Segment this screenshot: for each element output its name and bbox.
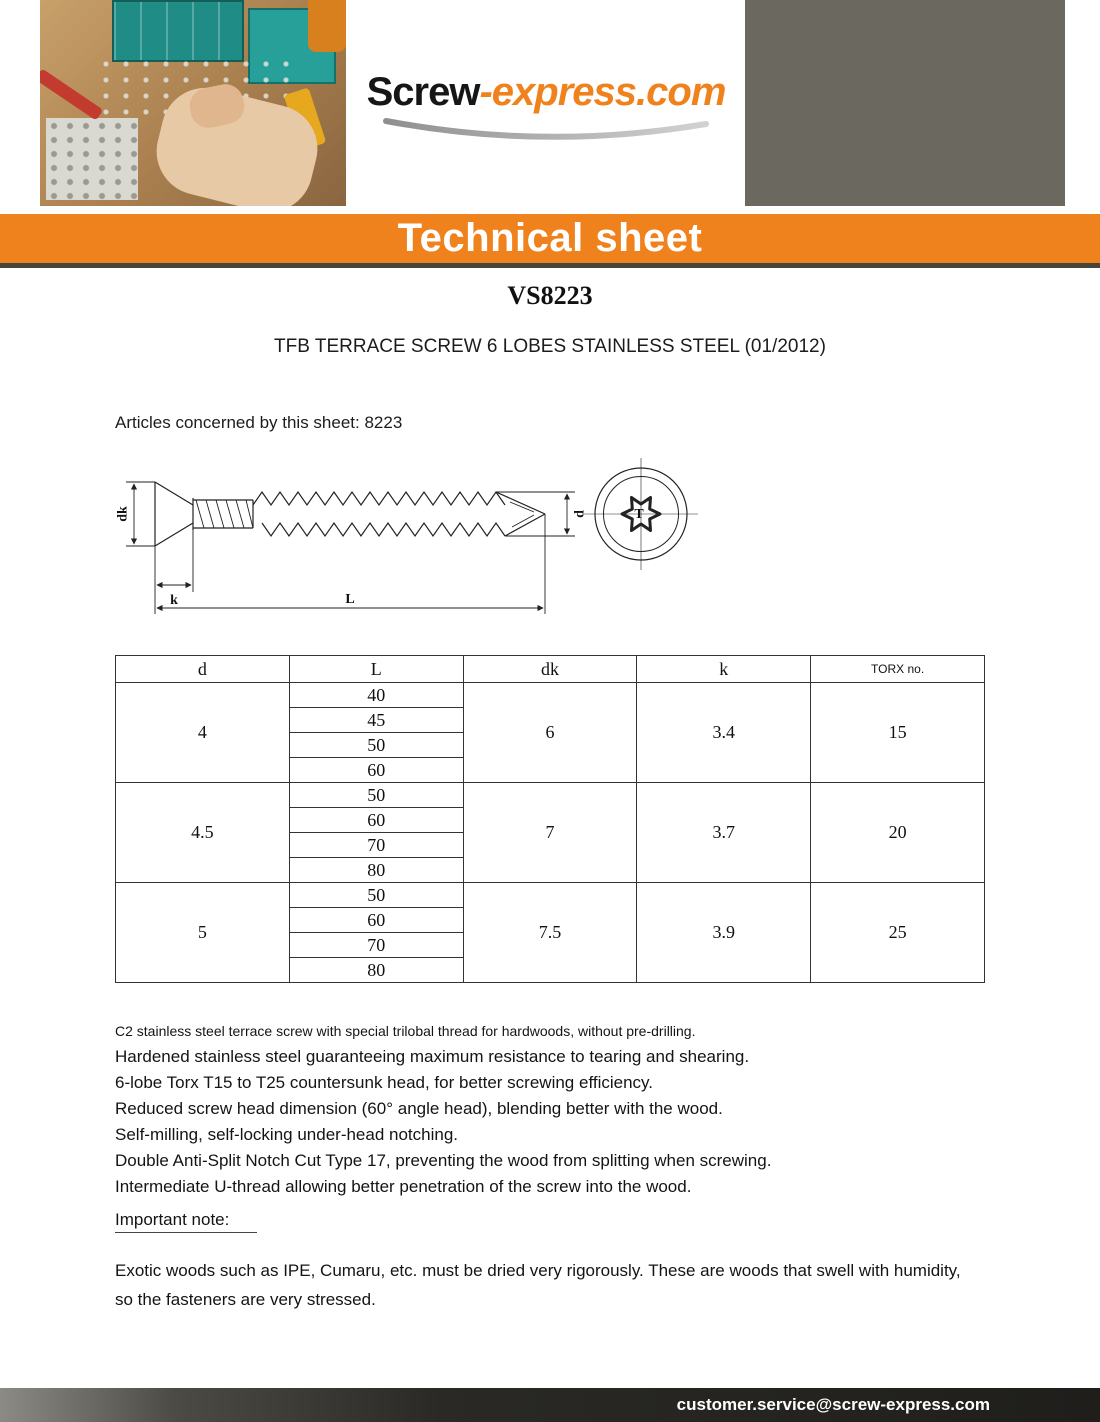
- document-subtitle: TFB TERRACE SCREW 6 LOBES STAINLESS STEEL (01/2012): [274, 336, 826, 357]
- k-dimension-label: k: [170, 593, 178, 608]
- table-cell-L: 45: [289, 708, 463, 733]
- d-dimension-label: d: [572, 510, 588, 518]
- table-cell-dk: 7.5: [463, 883, 637, 983]
- logo-text-orange: -express.com: [479, 70, 726, 114]
- logo-swoosh: [376, 117, 716, 143]
- description-line: C2 stainless steel terrace screw with special trilobal thread for hardwoods, without pre-drilling.: [115, 1023, 696, 1039]
- important-note-label: Important note:: [115, 1210, 257, 1233]
- banner-underline: [0, 263, 1100, 268]
- table-cell-L: 80: [289, 958, 463, 983]
- length-dimension-label: L: [345, 592, 355, 607]
- banner-title: Technical sheet: [397, 216, 703, 260]
- technical-sheet-banner: [0, 214, 1100, 263]
- table-cell-dk: 7: [463, 783, 637, 883]
- photo-organizer-box: [112, 0, 244, 62]
- screw-side-view: [155, 482, 545, 546]
- torx-head-view: [584, 458, 698, 570]
- description-line: Double Anti-Split Notch Cut Type 17, preventing the wood from splitting when screwing.: [115, 1151, 772, 1170]
- photo-parts-tray: [46, 118, 138, 200]
- description-line: Self-milling, self-locking under-head notching.: [115, 1125, 459, 1144]
- table-cell-torx: 20: [811, 783, 985, 883]
- table-cell-L: 40: [289, 683, 463, 708]
- table-cell-dk: 6: [463, 683, 637, 783]
- spec-table: [115, 655, 985, 983]
- table-cell-k: 3.7: [637, 783, 811, 883]
- table-cell-L: 50: [289, 783, 463, 808]
- workbench-photo: [40, 0, 346, 206]
- table-header-torx: TORX no.: [811, 656, 985, 683]
- table-header-k: k: [637, 656, 811, 683]
- table-cell-d: 4.5: [116, 783, 290, 883]
- photo-red-tool: [40, 68, 103, 120]
- torx-t-label: T: [634, 507, 644, 522]
- description-line: Intermediate U-thread allowing better penetration of the screw into the wood.: [115, 1177, 692, 1196]
- table-cell-L: 60: [289, 908, 463, 933]
- table-cell-L: 80: [289, 858, 463, 883]
- table-header-dk: dk: [463, 656, 637, 683]
- table-cell-L: 60: [289, 808, 463, 833]
- table-cell-k: 3.4: [637, 683, 811, 783]
- table-cell-d: 4: [116, 683, 290, 783]
- description-line: Reduced screw head dimension (60° angle head), blending better with the wood.: [115, 1099, 723, 1118]
- dk-dimension-label: dk: [115, 506, 131, 522]
- logo-text-black: Screw: [366, 70, 480, 114]
- table-cell-L: 50: [289, 883, 463, 908]
- important-note-text: Exotic woods such as IPE, Cumaru, etc. must be dried very rigorously. These are woods that swell with humidity, so the fasteners are very stressed.: [115, 1261, 961, 1309]
- description-line: 6-lobe Torx T15 to T25 countersunk head, for better screwing efficiency.: [115, 1073, 654, 1092]
- description-list: [115, 1018, 1015, 1200]
- table-cell-torx: 15: [811, 683, 985, 783]
- footer-bar: [0, 1388, 1100, 1422]
- table-cell-L: 50: [289, 733, 463, 758]
- table-cell-L: 70: [289, 833, 463, 858]
- table-row: [116, 883, 985, 908]
- table-header-d: d: [116, 656, 290, 683]
- table-row: [116, 683, 985, 708]
- document-code: VS8223: [507, 281, 593, 310]
- table-cell-torx: 25: [811, 883, 985, 983]
- articles-line: Articles concerned by this sheet: 8223: [115, 413, 403, 432]
- screw-technical-drawing: [110, 452, 770, 622]
- description-line: Hardened stainless steel guaranteeing maximum resistance to tearing and shearing.: [115, 1047, 750, 1066]
- table-cell-L: 70: [289, 933, 463, 958]
- table-row: [116, 783, 985, 808]
- table-header-L: L: [289, 656, 463, 683]
- table-cell-L: 60: [289, 758, 463, 783]
- photo-drill: [308, 0, 346, 52]
- brand-logo: [348, 70, 744, 143]
- table-cell-k: 3.9: [637, 883, 811, 983]
- footer-email-link[interactable]: customer.service@screw-express.com: [676, 1395, 990, 1414]
- table-cell-d: 5: [116, 883, 290, 983]
- screws-pile-photo: [745, 0, 1065, 206]
- table-header-row: [116, 656, 985, 683]
